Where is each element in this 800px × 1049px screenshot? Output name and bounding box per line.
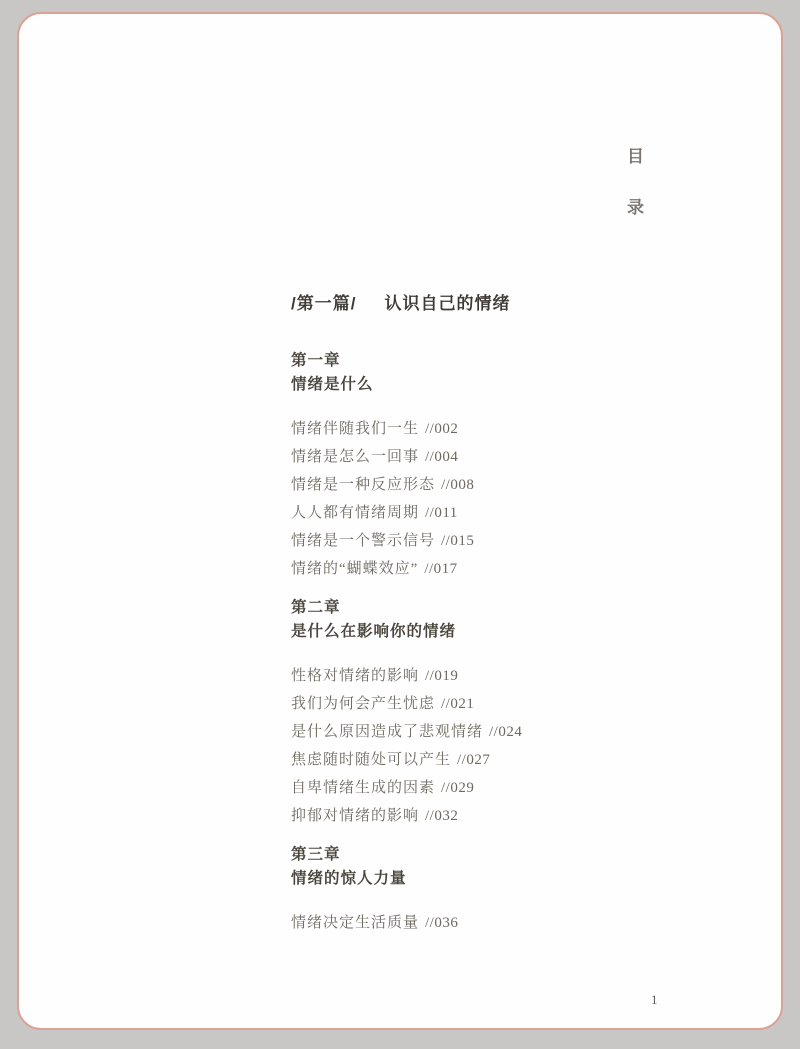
toc-title-char: 录 xyxy=(627,198,644,217)
chapter-title: 是什么在影响你的情绪 xyxy=(291,623,457,640)
toc-entry xyxy=(291,415,691,443)
toc-entry xyxy=(291,527,691,555)
toc-entry xyxy=(291,555,691,583)
entry-title: 人人都有情绪周期 xyxy=(291,505,420,521)
chapter-label: 第三章 xyxy=(291,846,341,863)
entry-title: 情绪是一个警示信号 xyxy=(291,533,436,549)
entry-title: 性格对情绪的影响 xyxy=(291,668,420,684)
entry-title: 情绪是一种反应形态 xyxy=(291,477,436,493)
chapter-label: 第一章 xyxy=(291,352,341,369)
chapter-1 xyxy=(291,351,691,583)
book-page xyxy=(17,12,783,1030)
toc-entry xyxy=(291,718,691,746)
chapter-title: 情绪是什么 xyxy=(291,376,374,393)
entry-title: 焦虑随时随处可以产生 xyxy=(291,752,452,768)
entry-page-number: //004 xyxy=(425,449,459,465)
toc-content xyxy=(291,294,691,937)
entry-title: 自卑情绪生成的因素 xyxy=(291,780,436,796)
entry-page-number: //029 xyxy=(441,780,475,796)
entry-page-number: //036 xyxy=(425,915,459,931)
entry-page-number: //021 xyxy=(441,696,475,712)
toc-entry xyxy=(291,690,691,718)
part-heading xyxy=(291,294,691,314)
part-title: 认识自己的情绪 xyxy=(384,294,511,313)
chapter-entries xyxy=(291,909,691,937)
chapter-entries xyxy=(291,415,691,583)
toc-entry xyxy=(291,499,691,527)
entry-title: 情绪是怎么一回事 xyxy=(291,449,420,465)
entry-page-number: //019 xyxy=(425,668,459,684)
chapter-3 xyxy=(291,845,691,937)
entry-title: 情绪的“蝴蝶效应” xyxy=(291,561,419,577)
toc-vertical-title xyxy=(627,142,644,218)
entry-title: 情绪决定生活质量 xyxy=(291,915,420,931)
folio-page-number: 1 xyxy=(651,992,658,1007)
entry-title: 抑郁对情绪的影响 xyxy=(291,808,420,824)
entry-page-number: //027 xyxy=(457,752,491,768)
chapter-label: 第二章 xyxy=(291,599,341,616)
entry-title: 我们为何会产生忧虑 xyxy=(291,696,436,712)
toc-entry xyxy=(291,746,691,774)
entry-page-number: //015 xyxy=(441,533,475,549)
entry-page-number: //024 xyxy=(489,724,523,740)
entry-title: 是什么原因造成了悲观情绪 xyxy=(291,724,484,740)
part-label: /第一篇/ xyxy=(291,294,357,313)
toc-entry xyxy=(291,471,691,499)
chapter-2 xyxy=(291,598,691,830)
chapter-title: 情绪的惊人力量 xyxy=(291,870,407,887)
entry-title: 情绪伴随我们一生 xyxy=(291,421,420,437)
toc-entry xyxy=(291,909,691,937)
toc-title-char: 目 xyxy=(627,147,644,166)
chapter-entries xyxy=(291,662,691,830)
entry-page-number: //008 xyxy=(441,477,475,493)
toc-entry xyxy=(291,662,691,690)
toc-entry xyxy=(291,774,691,802)
toc-entry xyxy=(291,802,691,830)
entry-page-number: //032 xyxy=(425,808,459,824)
entry-page-number: //017 xyxy=(424,561,458,577)
entry-page-number: //011 xyxy=(425,505,458,521)
entry-page-number: //002 xyxy=(425,421,459,437)
toc-entry xyxy=(291,443,691,471)
